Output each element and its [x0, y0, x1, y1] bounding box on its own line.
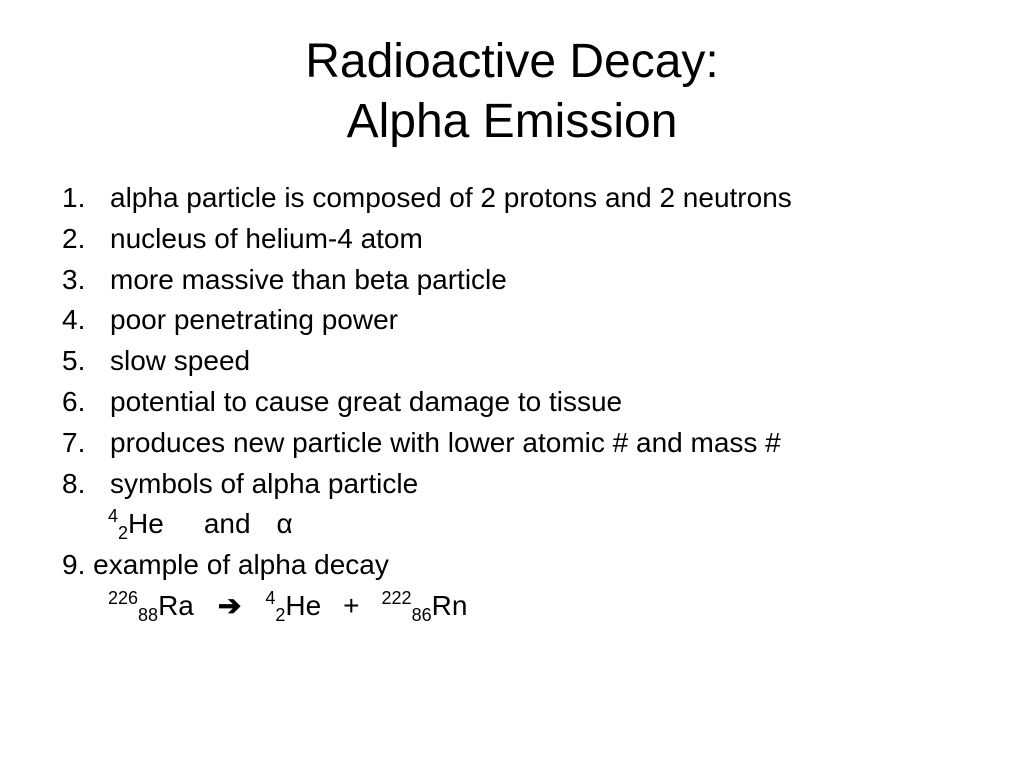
list-item-9: 9. example of alpha decay	[62, 549, 389, 581]
list-item	[62, 219, 1002, 260]
mass-number: 4	[265, 587, 276, 608]
item-number: 5.	[62, 345, 86, 377]
list-item	[62, 423, 1002, 464]
list-item	[62, 382, 1002, 423]
arrow-right-icon: ➔	[217, 589, 242, 621]
element-symbol: He	[128, 508, 164, 540]
alpha-symbols-line	[62, 504, 1002, 545]
title-line-2: Alpha Emission	[346, 95, 678, 148]
item-text: more massive than beta particle	[110, 263, 507, 295]
atomic-number: 88	[138, 604, 159, 625]
list-item	[62, 260, 1002, 301]
slide-title	[0, 32, 1024, 152]
item-text: slow speed	[110, 345, 251, 377]
item-number: 8.	[62, 467, 86, 499]
list-item	[62, 341, 1002, 382]
item-number: 4.	[62, 304, 86, 336]
item-text: potential to cause great damage to tissue	[110, 385, 623, 417]
list-item	[62, 178, 1002, 219]
decay-equation	[62, 586, 1002, 627]
title-line-1: Radioactive Decay:	[305, 35, 719, 88]
list-item	[62, 464, 1002, 505]
radium-isotope-symbol	[108, 586, 194, 627]
item-number: 2.	[62, 222, 86, 254]
item-list	[62, 178, 1002, 627]
plus-sign: +	[343, 589, 360, 621]
item-number: 3.	[62, 263, 86, 295]
atomic-number: 2	[275, 604, 286, 625]
element-symbol: He	[285, 589, 322, 621]
helium-isotope-symbol	[265, 586, 321, 627]
mass-number: 222	[381, 587, 412, 608]
mass-number: 226	[108, 587, 139, 608]
item-text: symbols of alpha particle	[110, 467, 419, 499]
helium-isotope-symbol	[108, 504, 164, 545]
element-symbol: Rn	[431, 589, 468, 621]
item-number: 7.	[62, 426, 86, 458]
alpha-symbol: α	[276, 508, 293, 540]
item-text: nucleus of helium-4 atom	[110, 222, 423, 254]
item-number: 6.	[62, 385, 86, 417]
item-text: poor penetrating power	[110, 304, 398, 336]
atomic-number: 86	[411, 604, 432, 625]
item-text: alpha particle is composed of 2 protons and 2 neutrons	[110, 182, 792, 213]
and-text: and	[203, 508, 251, 540]
atomic-number: 2	[118, 523, 129, 544]
radon-isotope-symbol	[382, 586, 468, 627]
mass-number: 4	[108, 506, 119, 527]
list-item	[62, 300, 1002, 341]
element-symbol: Ra	[158, 589, 194, 621]
item-text: produces new particle with lower atomic # and mass #	[110, 426, 781, 458]
item-number: 1.	[62, 182, 86, 213]
